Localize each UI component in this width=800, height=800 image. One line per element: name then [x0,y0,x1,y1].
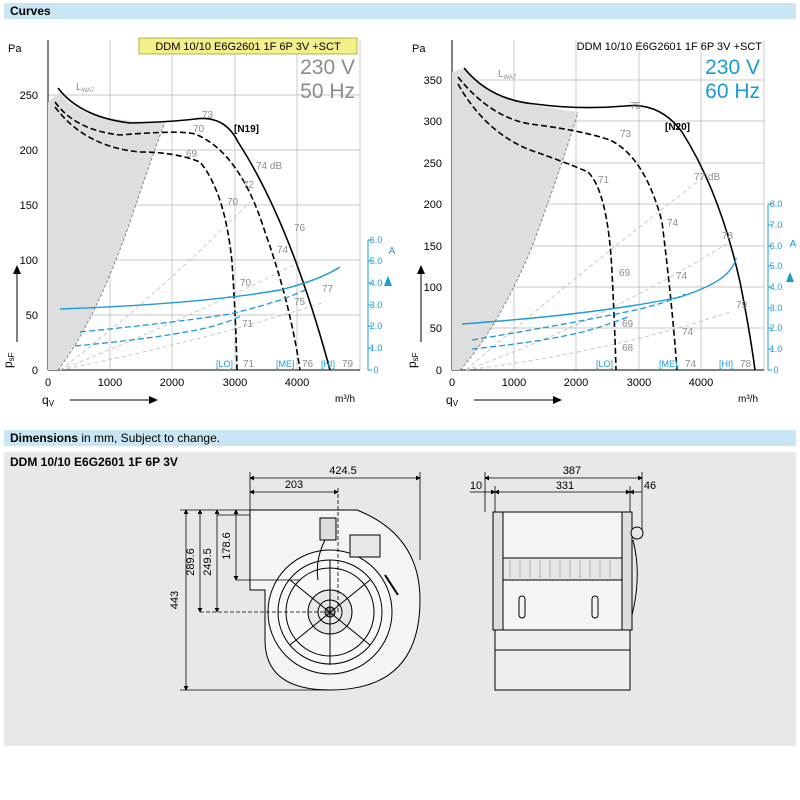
chart-60hz-x-ticks [449,377,713,389]
chart-60hz-noise-label: 71 [598,175,610,186]
chart-50hz-current-unit: A [388,246,396,257]
chart-60hz-noise-label: 79 [736,300,748,311]
chart-50hz-title: DDM 10/10 E6G2601 1F 6P 3V +SCT [155,41,341,53]
chart-60hz-speed-me: [ME] [659,359,678,369]
chart-60hz-current-tick: 2.0 [769,323,783,333]
dim-label: 10 [469,480,483,492]
dim-label: 203 [284,479,304,491]
side-cable [632,540,637,615]
chart-60hz-speed-lo: [LO] [596,359,614,369]
chart-50hz-y-ticks [20,90,38,377]
chart-50hz-current-tick: 2.0 [369,321,383,331]
chart-50hz-curve-tag: [N19] [234,124,260,135]
chart-50hz-xunit: m³/h [335,394,355,405]
chart-50hz-lo-current [75,316,240,346]
dim-label: 387 [562,465,582,477]
chart-60hz-noise-label: 77 dB [694,172,721,183]
chart-50hz-x-tick: 1000 [97,377,123,389]
chart-60hz-y-ticks [424,75,442,377]
chart-60hz-noise-label: 73 [620,129,632,140]
chart-50hz-noise-label: 69 [186,149,198,160]
chart-50hz-noise-label: 70 [240,278,252,289]
chart-60hz-noise-label: 69 [622,319,634,330]
chart-60hz-x-arrowhead [553,396,562,404]
curves-header [4,3,796,19]
chart-50hz-ylabel-p: p [1,361,15,368]
side-impeller [503,558,622,580]
chart-60hz-current-tick: 0 [773,365,779,375]
chart-50hz-speed-me: [ME] [276,359,295,369]
dim-label: 46 [643,480,657,492]
chart-60hz-xlabel-q: q [446,393,453,407]
chart-60hz-y-tick: 0 [435,365,442,377]
chart-60hz-x-tick: 0 [448,377,456,389]
chart-60hz-current-tick: 1.0 [769,344,783,354]
chart-60hz-curve-tag: [N20] [665,122,691,133]
chart-50hz-current-tick: 5.0 [369,256,383,266]
chart-50hz-x-tick: 0 [44,377,52,389]
chart-50hz-ylabel [1,352,16,368]
chart-60hz-current-arrow [786,272,794,282]
curves-title: Curves [10,4,51,18]
chart-60hz-noise-label: 69 [619,268,631,279]
chart-60hz-ylabel-p: p [405,361,419,368]
chart-50hz-current-tick: 0 [373,365,379,375]
chart-50hz-x-tick: 4000 [284,377,310,389]
chart-60hz-current-tick: 6.0 [769,241,783,251]
chart-50hz-x-tick: 3000 [222,377,248,389]
chart-50hz-y-tick: 250 [19,90,38,102]
chart-60hz-y-arrowhead [417,265,425,274]
chart-50hz-current-tick: 1.0 [369,343,383,353]
chart-60hz-y-tick: 100 [423,282,442,294]
chart-50hz-me-current [80,290,305,332]
chart-50hz-ylabel-sub: sF [7,352,16,362]
chart-50hz-xlabel-q: q [42,393,49,407]
chart-60hz-y-tick: 150 [423,241,442,253]
chart-50hz [0,22,400,412]
chart-50hz-noise-label: 71 [243,359,255,370]
chart-50hz-x-ticks [45,377,309,389]
chart-50hz-noise-label: 76 [302,359,314,370]
chart-50hz-noise-label: 71 [242,319,254,330]
chart-50hz-noise-label: 72 [243,180,255,191]
chart-60hz-xlabel-sub: V [452,399,459,408]
chart-50hz-x-arrowhead [149,396,158,404]
chart-50hz-current-tick: 3.0 [369,300,383,310]
chart-60hz-noise-label: 74 [685,359,697,370]
chart-60hz-current-tick: 7.0 [769,220,783,230]
dim-label: 249.5 [202,548,214,576]
chart-60hz-current-tick: 4.0 [769,282,783,292]
chart-60hz-noise-label: 74 [682,327,694,338]
chart-50hz-ylabel-top: Pa [8,43,22,55]
side-outlet-flange [493,512,503,630]
chart-60hz-y-tick: 300 [423,116,442,128]
dimensions-header [4,430,796,446]
chart-50hz-noise-label: 74 dB [256,161,283,172]
chart-50hz-noise-label: 79 [342,359,354,370]
chart-60hz-noise-label: 78 [722,231,734,242]
side-band [495,630,630,690]
chart-60hz-x-tick: 3000 [626,377,652,389]
front-view [250,510,420,690]
chart-60hz-current-ticks [770,199,783,375]
chart-50hz-y-tick: 150 [19,200,38,212]
chart-50hz-speed-lo: [LO] [216,359,234,369]
dim-label: 331 [555,480,575,492]
dimensions-model: DDM 10/10 E6G2601 1F 6P 3V [10,455,178,469]
dim-label: 424.5 [329,465,357,477]
chart-60hz-xunit: m³/h [738,394,758,405]
chart-50hz-noise-label: 73 [202,110,214,121]
chart-50hz-lwa-label [76,82,95,94]
chart-60hz-lwa-letter: L [498,69,504,80]
side-dimension-labels [470,465,656,492]
front-connector [350,535,380,557]
chart-60hz-x-tick: 1000 [501,377,527,389]
chart-50hz-xlabel-sub: V [48,399,55,408]
chart-60hz-y-tick: 250 [423,158,442,170]
chart-50hz-lwa-sub: WA7 [81,88,95,94]
chart-60hz [400,22,800,412]
chart-50hz-y-tick: 200 [19,145,38,157]
chart-60hz-current-tick: 5.0 [769,261,783,271]
chart-60hz-frequency: 60 Hz [705,80,760,103]
chart-50hz-lwa-letter: L [76,82,82,93]
chart-60hz-current-unit: A [789,239,797,250]
chart-50hz-speed-hi: [HI] [321,359,336,369]
dimension-drawing [0,452,800,746]
side-cap [631,527,643,539]
chart-60hz-current-tick: 3.0 [769,303,783,313]
chart-60hz-noise-label: 75 [630,101,642,112]
chart-60hz-ylabel-sub: sF [411,352,420,362]
chart-60hz-xlabel [446,393,459,408]
front-terminal-box [320,518,336,540]
dim-label: 443 [169,590,181,610]
chart-60hz-y-tick: 350 [423,75,442,87]
chart-60hz-y-tick: 200 [423,199,442,211]
chart-50hz-voltage: 230 V [300,56,355,79]
chart-60hz-lwa-sub: WA7 [503,75,517,81]
chart-60hz-noise-label: 74 [676,271,688,282]
chart-60hz-noise-label: 78 [740,359,752,370]
chart-60hz-x-tick: 4000 [688,377,714,389]
chart-60hz-lwa-region [452,68,578,370]
chart-60hz-y-tick: 50 [429,323,442,335]
chart-50hz-current-ticks [370,235,383,375]
chart-50hz-x-tick: 2000 [159,377,185,389]
dim-label: 289.6 [185,548,197,576]
dimensions-title [10,431,220,445]
chart-50hz-current-arrow [384,276,392,286]
chart-50hz-frequency: 50 Hz [300,80,355,103]
chart-50hz-y-tick: 0 [31,365,38,377]
chart-50hz-noise-label: 76 [294,223,306,234]
chart-50hz-xlabel [42,393,55,408]
chart-60hz-noise-label: 74 [667,218,679,229]
chart-50hz-y-tick: 100 [19,255,38,267]
chart-50hz-noise-label: 75 [294,297,306,308]
chart-60hz-noise-labels [598,101,752,370]
chart-60hz-title: DDM 10/10 E6G2601 1F 6P 3V +SCT [576,41,762,53]
chart-50hz-noise-label: 70 [227,197,239,208]
side-view [493,512,643,690]
dimensions-label: Dimensions [10,431,79,445]
chart-60hz-ylabel [405,352,420,368]
chart-60hz-speed-hi: [HI] [719,359,734,369]
chart-50hz-noise-label: 77 [322,284,334,295]
dim-label: 178.6 [221,532,233,560]
chart-50hz-noise-label: 70 [193,124,205,135]
side-outlet-flange-right [622,512,632,630]
chart-50hz-current-tick: 4.0 [369,278,383,288]
chart-60hz-x-tick: 2000 [563,377,589,389]
chart-50hz-current-tick: 6.0 [369,235,383,245]
chart-50hz-noise-label: 74 [277,245,289,256]
chart-60hz-voltage: 230 V [705,56,760,79]
chart-60hz-current-tick: 8.0 [769,199,783,209]
chart-60hz-noise-label: 68 [622,343,634,354]
chart-50hz-y-tick: 50 [25,310,38,322]
chart-60hz-ylabel-top: Pa [412,43,426,55]
dimensions-note: in mm, Subject to change. [78,431,221,445]
